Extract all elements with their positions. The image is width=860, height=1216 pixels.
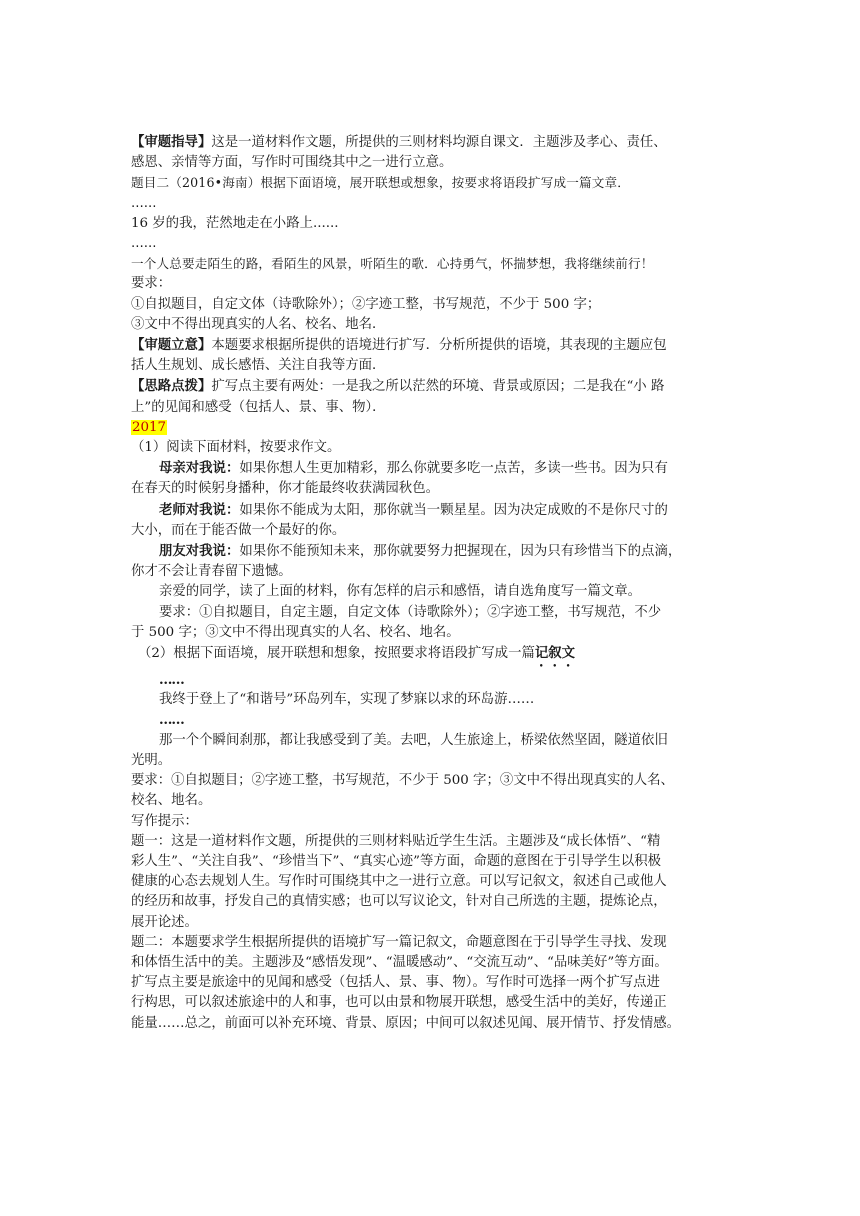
requirements-line-2: ③文中不得出现真实的人名、校名、地名． (131, 316, 386, 332)
intent-paragraph-line-1 (131, 335, 727, 356)
friend-quote-line-2: 你才不会让青春留下遗憾。 (131, 564, 292, 580)
year-heading (131, 418, 727, 438)
tip-2-line-1: 题二：本题要求学生根据所提供的语境扩写一篇记叙文，命题意图在于引导学生寻找、发现 (131, 934, 667, 950)
scene-line-3: 我终于登上了“和谐号”环岛列车，实现了梦寐以求的环岛游…… (159, 692, 535, 708)
task-1-heading: （1）阅读下面材料，按要求作文。 (131, 440, 341, 456)
scene-line-4: 那一个个瞬间刹那，都让我感受到了美。去吧，人生旅途上，桥梁依然坚固，隧道依旧 (159, 732, 668, 748)
intent-text: 本题要求根据所提供的语境进行扩写．分析所提供的语境，其表现的主题应包 (211, 338, 667, 354)
friend-label: 朋友对我说： (159, 543, 240, 560)
year-badge: 2017 (132, 419, 167, 435)
question-2-title: 题目二（2016•海南）根据下面语境，展开联想或想象，按要求将语段扩写成一篇文章． (131, 175, 631, 191)
tip-1-line-3: 健康的心态去规划人生。写作时可围绕其中之一进行立意。可以写记叙文，叙述自己或他人 (131, 874, 667, 890)
requirements-1-line-1: 要求：①自拟题目，自定主题，自定文体（诗歌除外）；②字迹工整，书写规范，不少 (159, 604, 662, 620)
tip-1-line-1: 题一：这是一道材料作文题，所提供的三则材料贴近学生生活。主题涉及“成长体悟”、“精 (131, 833, 661, 849)
hint-text: 扩写点主要有两处：一是我之所以茫然的环境、背景或原因；二是我在“小 路 (211, 379, 665, 395)
friend-text: 如果你不能预知未来，那你就要努力把握现在，因为只有珍惜当下的点滴， (239, 544, 682, 560)
tip-1-line-4: 的经历和故事，抒发自己的真情实感；也可以写议论文，针对自己所选的主题，提炼论点， (131, 894, 667, 910)
tip-1-line-5: 展开论述。 (131, 914, 198, 930)
scene-line-4-cont: 光明。 (131, 752, 172, 768)
ellipsis-line: …… (159, 712, 184, 729)
guide-paragraph-line-2: 感恩、亲情等方面，写作时可围绕其中之一进行立意。 (131, 155, 453, 171)
teacher-quote-line-1 (131, 500, 727, 521)
task-2-heading (131, 643, 727, 670)
tip-2-line-3: 扩写点主要是旅途中的见闻和感受（包括人、景、事、物）。写作时可选择一两个扩写点进 (131, 975, 660, 991)
mother-label: 母亲对我说： (159, 460, 240, 477)
requirements-label: 要求： (131, 276, 172, 292)
scene-line-1: 16 岁的我，茫然地走在小路上...... (131, 215, 339, 231)
hint-paragraph-line-2: 上”的见闻和感受（包括人、景、事、物）． (131, 399, 386, 415)
tip-1-line-2: 彩人生”、“关注自我”、“珍惜当下”、“真实心迹”等方面，命题的意图在于引导学生以积极 (131, 853, 661, 869)
guide-label: 【审题指导】 (131, 134, 212, 150)
ellipsis-line: ...... (131, 236, 157, 252)
teacher-quote-line-2: 大小，而在于能否做一个最好的你。 (131, 522, 346, 538)
intent-label: 【审题立意】 (131, 337, 212, 354)
teacher-text: 如果你不能成为太阳，那你就当一颗星星。因为决定成败的不是你尺寸的 (239, 502, 668, 518)
mother-quote-line-2: 在春天的时候躬身播种，你才能最终收获满园秋色。 (131, 481, 439, 497)
ellipsis-line: ...... (131, 195, 157, 211)
task-2-text: （2）根据下面语境，展开联想和想象，按照要求将语段扩写成一篇 (138, 646, 535, 662)
guide-text: 这是一道材料作文题，所提供的三则材料均源自课文．主题涉及孝心、责任、 (211, 135, 667, 150)
tip-2-line-5: 能量……总之，前面可以补充环境、背景、原因；中间可以叙述见闻、展开情节、抒发情感。 (131, 1015, 681, 1031)
hint-paragraph-line-1 (131, 376, 727, 397)
requirements-2-line-2: 校名、地名。 (131, 793, 212, 809)
task-2-emphasis: 记叙文 (534, 645, 576, 662)
requirements-1-line-2: 于 500 字；③文中不得出现真实的人名、校名、地名。 (131, 624, 460, 640)
guide-paragraph-line-1 (131, 132, 727, 153)
requirements-line-1: ①自拟题目，自定文体（诗歌除外）；②字迹工整，书写规范，不少于 500 字； (131, 296, 601, 312)
tip-2-line-2: 和体悟生活中的美。主题涉及“感悟发现”、“温暖感动”、“交流互动”、“品味美好”等方面。 (131, 954, 668, 970)
requirements-2-line-1: 要求：①自拟题目；②字迹工整，书写规范，不少于 500 字；③文中不得出现真实的人名、 (131, 773, 674, 789)
document-page (131, 132, 727, 1034)
scene-line-2: 一个人总要走陌生的路，看陌生的风景，听陌生的歌．心持勇气，怀揣梦想，我将继续前行！ (131, 256, 654, 272)
teacher-label: 老师对我说： (159, 501, 240, 518)
tips-heading: 写作提示： (131, 813, 198, 829)
tip-2-line-4: 行构思，可以叙述旅途中的人和事，也可以由景和物展开联想，感受生活中的美好，传递正 (131, 995, 667, 1011)
ellipsis-line: …… (159, 672, 184, 689)
hint-label: 【思路点拨】 (131, 378, 212, 395)
friend-quote-line-1 (131, 541, 727, 562)
mother-quote-line-1 (131, 458, 727, 479)
prompt-1: 亲爱的同学，读了上面的材料，你有怎样的启示和感悟，请自选角度写一篇文章。 (159, 584, 642, 600)
mother-text: 如果你想人生更加精彩，那么你就要多吃一点苦，多读一些书。因为只有 (239, 461, 668, 477)
intent-paragraph-line-2: 括人生规划、成长感悟、关注自我等方面． (131, 358, 386, 374)
